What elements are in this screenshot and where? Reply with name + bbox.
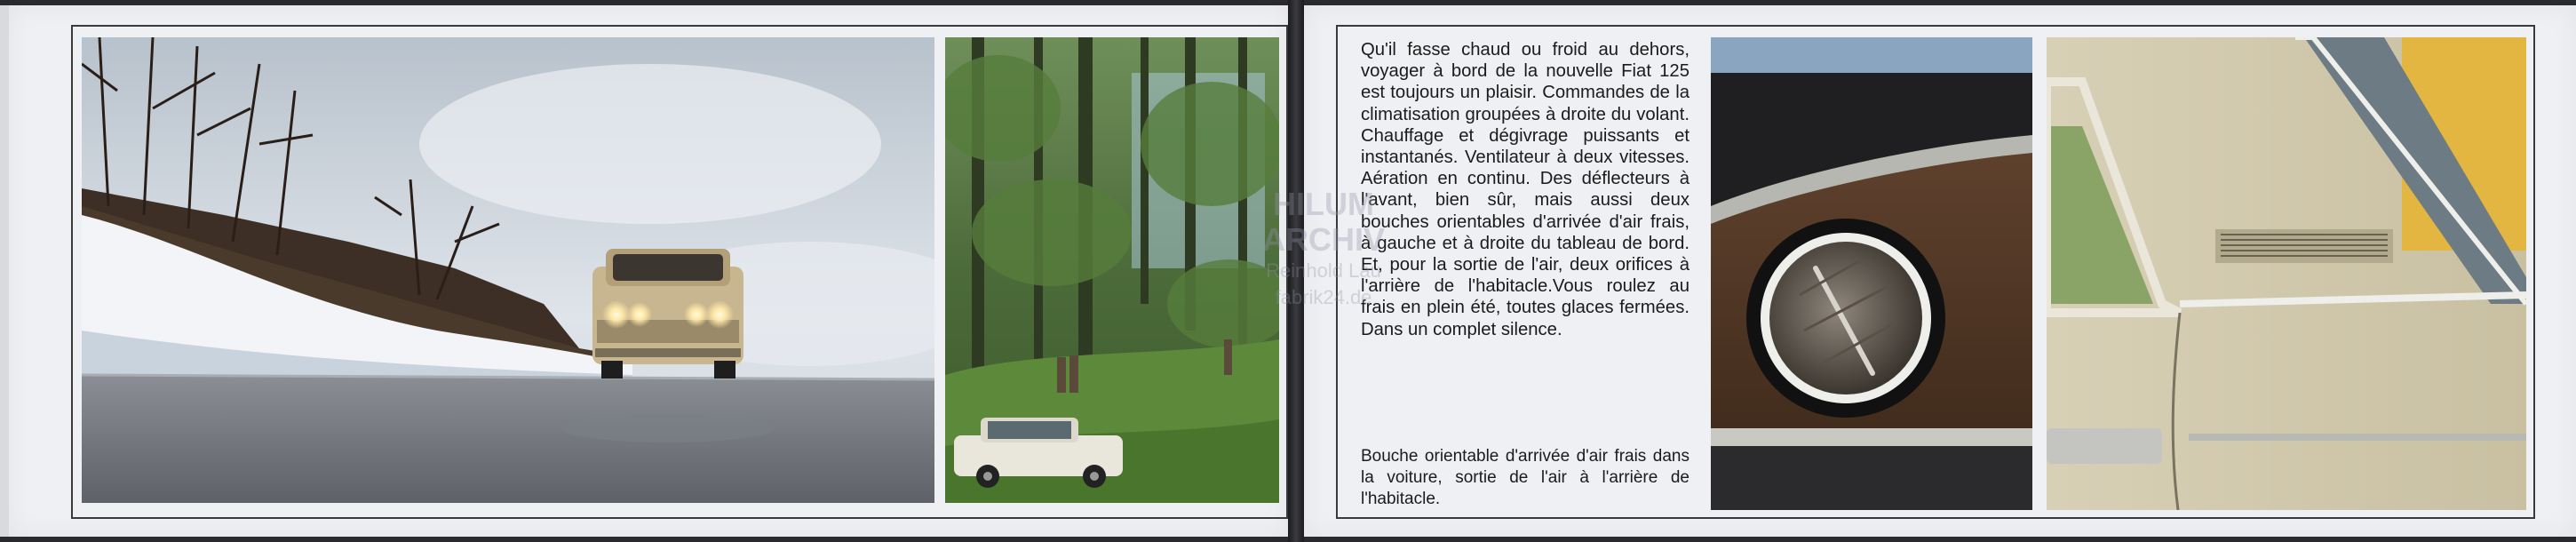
photo-caption	[1361, 446, 1690, 510]
spread-gutter	[1288, 0, 1304, 542]
rear-pillar-vent-photo	[2047, 37, 2526, 510]
rear-pillar-vent-image	[2047, 37, 2526, 510]
car-in-forest-photo	[945, 37, 1279, 503]
car-on-snowy-road-image	[82, 37, 934, 503]
watermark-line-1: HILUM	[1273, 186, 1374, 222]
right-page	[1304, 5, 2576, 537]
watermark-sub-line-1: Reinhold Lau	[1266, 259, 1381, 282]
watermark-sub-line-2: fabrik24.de	[1275, 286, 1372, 308]
watermark-line-2: ARCHIV	[1261, 221, 1385, 258]
car-in-forest-image	[945, 37, 1279, 503]
air-vent-closeup-image	[1711, 37, 2032, 510]
body-text: Qu'il fasse chaud ou froid au dehors, voyager à bord de la nouvelle Fiat 125 est toujours un plaisir. Commandes de la climatisation groupées à droite du volant. Chauffage et dégivrage puissants et instantanés. Ventilateur à deux vitesses. Aération en continu. Des déflecteurs à l'avant, bien sûr, mais aussi deux bouches orientables d'arrivée d'air frais, à gauche et à droite du tableau de bord. Et, pour la sortie de l'air, deux orifices à l'arrière de l'habitacle.Vous roulez au frais en plein été, toutes glaces fermées. Dans un complet silence.	[1361, 40, 1690, 339]
air-vent-closeup-photo	[1711, 37, 2032, 510]
body-text-column	[1361, 39, 1690, 340]
caption-text: Bouche orientable d'arrivée d'air frais dans la voiture, sortie de l'air à l'arrière de l'habitacle.	[1361, 447, 1690, 508]
left-page	[0, 5, 1288, 537]
car-on-snowy-road-photo	[82, 37, 934, 503]
